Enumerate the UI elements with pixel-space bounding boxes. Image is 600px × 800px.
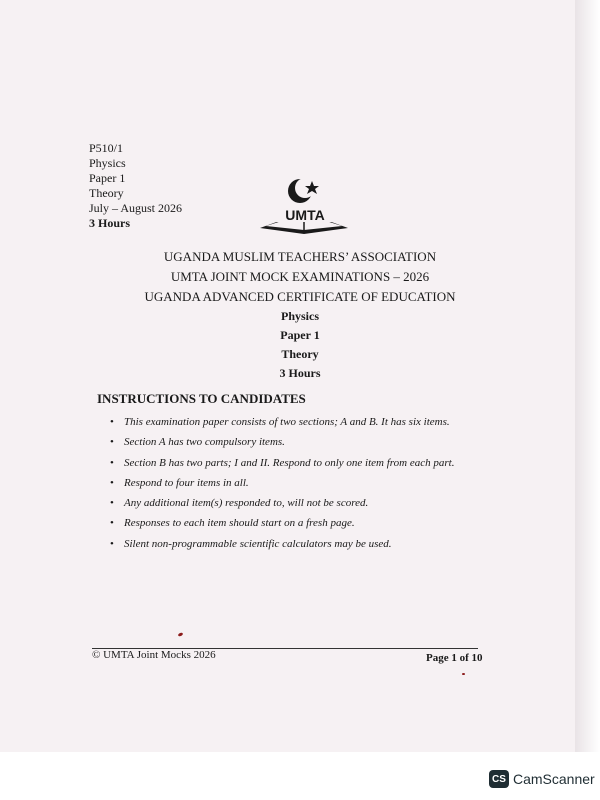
exam-titles: [110, 247, 490, 383]
title-paper: Paper 1: [280, 328, 320, 342]
title-section-type: Theory: [281, 347, 319, 361]
camscanner-label: CamScanner: [513, 771, 595, 787]
camscanner-watermark: [489, 770, 595, 788]
paper-header: [89, 141, 182, 231]
instruction-item: • Section B has two parts; I and II. Respond to only one item from each part.: [110, 453, 510, 473]
instructions-list: [110, 412, 510, 554]
logo-text: UMTA: [285, 207, 325, 223]
certificate-title: UGANDA ADVANCED CERTIFICATE OF EDUCATION: [144, 289, 456, 304]
instruction-item: • Silent non-programmable scientific calculators may be used.: [110, 534, 510, 554]
cs-icon: CS: [489, 770, 509, 788]
ink-mark: [462, 673, 465, 675]
header-session: July – August 2026: [89, 201, 183, 215]
instruction-item: • Any additional item(s) responded to, will not be scored.: [110, 493, 510, 513]
page-number: Page 1 of 10: [426, 652, 483, 664]
title-duration: 3 Hours: [279, 366, 321, 380]
header-duration: 3 Hours: [89, 216, 131, 230]
exam-title: UMTA JOINT MOCK EXAMINATIONS – 2026: [170, 269, 430, 284]
page-edge-shadow: [575, 0, 600, 800]
ink-mark: [178, 632, 184, 637]
crescent-star-book-logo: [256, 176, 356, 236]
instructions-heading: INSTRUCTIONS TO CANDIDATES: [97, 391, 306, 406]
instruction-item: • Responses to each item should start on a fresh page.: [110, 513, 510, 533]
paper-code: P510/1: [89, 141, 124, 155]
footer-copyright: © UMTA Joint Mocks 2026: [92, 649, 216, 661]
instruction-item: • This examination paper consists of two sections; A and B. It has six items.: [110, 412, 510, 432]
instruction-item: • Respond to four items in all.: [110, 473, 510, 493]
header-subject: Physics: [89, 156, 126, 170]
header-paper: Paper 1: [89, 171, 126, 185]
instruction-item: • Section A has two compulsory items.: [110, 432, 510, 452]
header-section-type: Theory: [89, 186, 124, 200]
title-subject: Physics: [280, 309, 319, 323]
association-title: UGANDA MUSLIM TEACHERS’ ASSOCIATION: [163, 249, 437, 264]
